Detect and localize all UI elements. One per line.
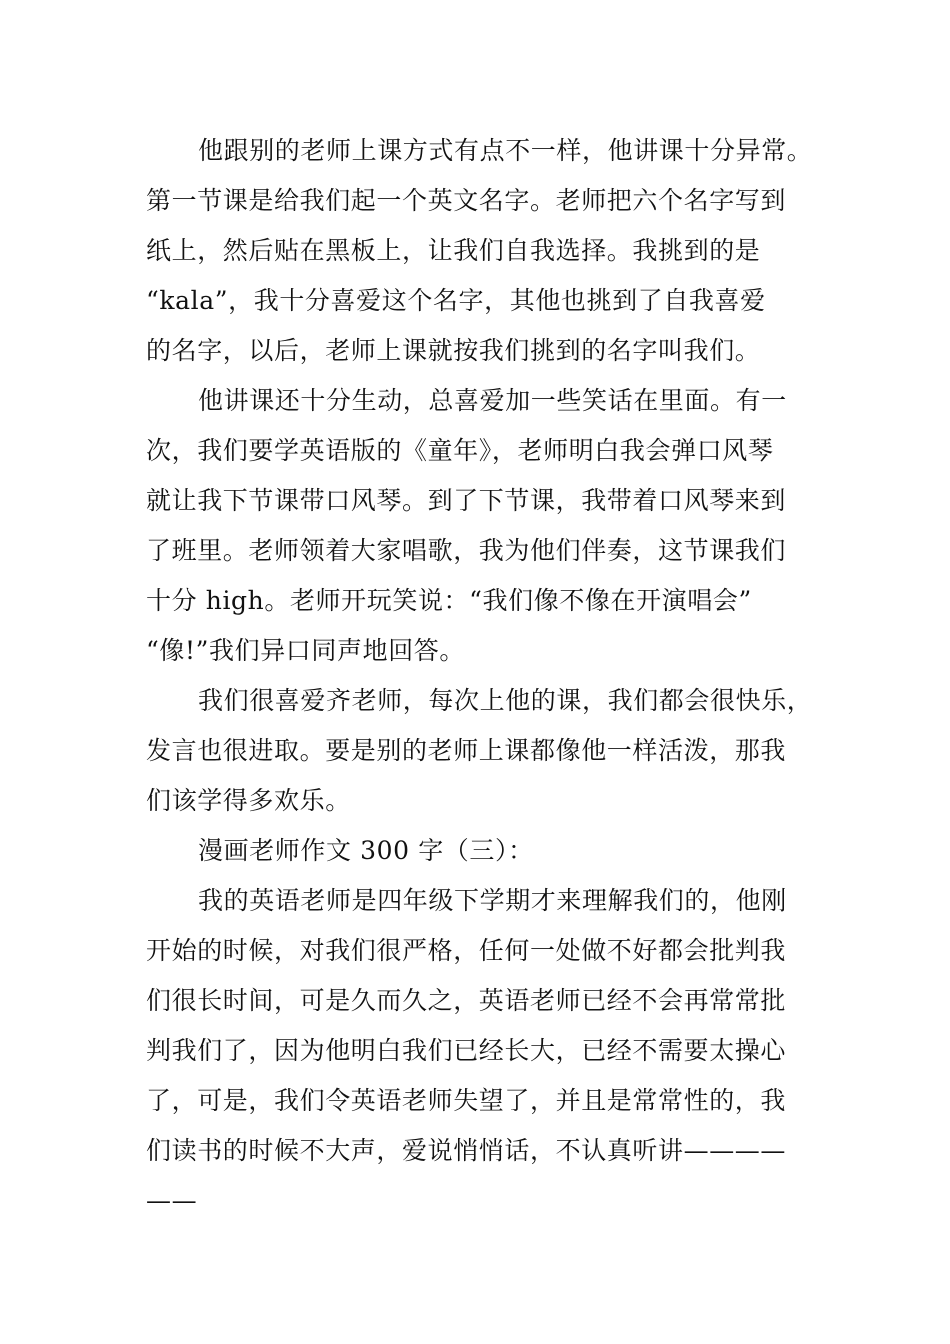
paragraph-1-line-2: 第一节课是给我们起一个英文名字。老师把六个名字写到 [146, 186, 787, 215]
paragraph-2-line-3: 就让我下节课带口风琴。到了下节课，我带着口风琴来到 [146, 486, 787, 515]
paragraph-5-line-3: 们很长时间，可是久而久之，英语老师已经不会再常常批 [146, 986, 787, 1015]
paragraph-5-line-5: 了，可是，我们令英语老师失望了，并且是常常性的，我 [146, 1086, 787, 1115]
paragraph-5-line-1: 我的英语老师是四年级下学期才来理解我们的，他刚 [198, 886, 787, 915]
section-heading: 漫画老师作文 300 字（三）： [198, 836, 534, 865]
paragraph-3-line-3: 们该学得多欢乐。 [146, 786, 351, 815]
paragraph-1-line-5: 的名字，以后，老师上课就按我们挑到的名字叫我们。 [146, 336, 761, 365]
paragraph-5-line-7: —— [146, 1186, 198, 1215]
paragraph-2-line-6: “像!”我们异口同声地回答。 [146, 636, 466, 665]
paragraph-1-line-3: 纸上，然后贴在黑板上，让我们自我选择。我挑到的是 [146, 236, 761, 265]
paragraph-2-line-4: 了班里。老师领着大家唱歌，我为他们伴奏，这节课我们 [146, 536, 787, 565]
paragraph-5-line-4: 判我们了，因为他明白我们已经长大，已经不需要太操心 [146, 1036, 787, 1065]
paragraph-5-line-2: 开始的时候，对我们很严格，任何一处做不好都会批判我 [146, 936, 787, 965]
paragraph-3-line-2: 发言也很进取。要是别的老师上课都像他一样活泼，那我 [146, 736, 787, 765]
paragraph-1-line-4: “kala”，我十分喜爱这个名字，其他也挑到了自我喜爱 [146, 286, 766, 315]
paragraph-1-line-1: 他跟别的老师上课方式有点不一样，他讲课十分异常。 [198, 136, 813, 165]
paragraph-2-line-2: 次，我们要学英语版的《童年》，老师明白我会弹口风琴 [146, 436, 774, 465]
paragraph-5-line-6: 们读书的时候不大声，爱说悄悄话，不认真听讲———— [146, 1136, 787, 1165]
paragraph-2-line-5: 十分 high。老师开玩笑说：“我们像不像在开演唱会” [146, 586, 752, 615]
paragraph-3-line-1: 我们很喜爱齐老师，每次上他的课，我们都会很快乐， [198, 686, 813, 715]
paragraph-2-line-1: 他讲课还十分生动，总喜爱加一些笑话在里面。有一 [198, 386, 787, 415]
